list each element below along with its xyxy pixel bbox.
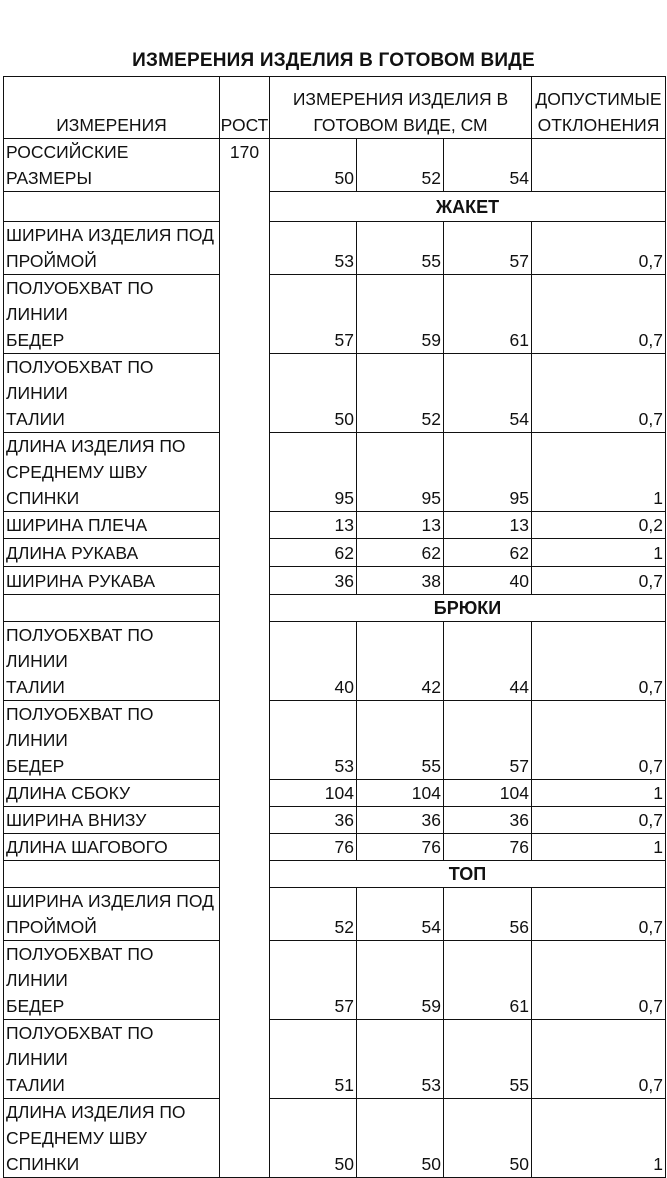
measurement-name [4, 539, 220, 567]
table-row [4, 433, 666, 512]
measurement-value: 50 [444, 1099, 532, 1178]
measurement-name-line: ШИРИНА ИЗДЕЛИЯ ПОД [6, 225, 214, 245]
measurement-value: 44 [444, 622, 532, 701]
measurement-name-line: ПРОЙМОЙ [6, 251, 97, 271]
measurement-name-line: БЕДЕР [6, 330, 65, 350]
measurement-value: 104 [270, 780, 357, 807]
measurement-name-line: ПОЛУОБХВАТ ПО ЛИНИИ [6, 704, 154, 750]
table-row [4, 512, 666, 539]
measurement-name [4, 834, 220, 861]
empty-cell [532, 139, 666, 192]
measurements-table [3, 76, 666, 1178]
table-row [4, 567, 666, 595]
header-sizes-line: ИЗМЕРЕНИЯ ИЗДЕЛИЯ В [292, 89, 509, 109]
measurement-value: 57 [270, 941, 357, 1020]
measurement-value: 51 [270, 1020, 357, 1099]
header-tolerance-line: ОТКЛОНЕНИЯ [537, 115, 660, 135]
measurement-name-line: ДЛИНА ШАГОВОГО [6, 837, 168, 857]
measurement-value: 62 [444, 539, 532, 567]
tolerance-value: 1 [532, 834, 666, 861]
measurement-name [4, 433, 220, 512]
tolerance-value: 0,7 [532, 222, 666, 275]
measurement-name-line: ТАЛИИ [6, 677, 65, 697]
measurement-name-line: ШИРИНА ПЛЕЧА [6, 515, 148, 535]
table-row [4, 354, 666, 433]
header-row [4, 77, 666, 139]
measurement-name-line: БЕДЕР [6, 996, 65, 1016]
measurement-name-line: ПОЛУОБХВАТ ПО ЛИНИИ [6, 944, 154, 990]
measurement-name-line: ДЛИНА ИЗДЕЛИЯ ПО [6, 1102, 186, 1122]
measurement-value: 61 [444, 275, 532, 354]
table-row [4, 780, 666, 807]
measurement-value: 59 [357, 275, 444, 354]
section-header-row [4, 861, 666, 888]
size-value: 52 [357, 139, 444, 192]
section-title: ЖАКЕТ [270, 192, 666, 222]
measurement-name-line: СРЕДНЕМУ ШВУ [6, 462, 147, 482]
measurement-value: 50 [357, 1099, 444, 1178]
section-title: БРЮКИ [270, 595, 666, 622]
table-row [4, 222, 666, 275]
tolerance-value: 1 [532, 780, 666, 807]
measurement-value: 57 [270, 275, 357, 354]
tolerance-value: 0,7 [532, 701, 666, 780]
tolerance-value: 0,7 [532, 1020, 666, 1099]
header-tolerance-line: ДОПУСТИМЫЕ [535, 89, 662, 109]
measurement-name-line: ПОЛУОБХВАТ ПО ЛИНИИ [6, 1023, 154, 1069]
measurement-value: 36 [270, 567, 357, 595]
measurement-value: 52 [357, 354, 444, 433]
table-row [4, 701, 666, 780]
section-title: ТОП [270, 861, 666, 888]
measurement-value: 55 [444, 1020, 532, 1099]
table-row [4, 888, 666, 941]
sizes-row [4, 139, 666, 192]
header-tolerance [532, 77, 666, 139]
section-header-row [4, 595, 666, 622]
measurement-value: 76 [270, 834, 357, 861]
measurement-value: 55 [357, 701, 444, 780]
measurement-name-line: БЕДЕР [6, 756, 65, 776]
tolerance-value: 1 [532, 539, 666, 567]
measurement-name-line: ТАЛИИ [6, 409, 65, 429]
table-row [4, 1020, 666, 1099]
tolerance-value: 0,2 [532, 512, 666, 539]
measurement-value: 104 [357, 780, 444, 807]
measurement-name-line: ШИРИНА РУКАВА [6, 571, 156, 591]
measurement-value: 36 [270, 807, 357, 834]
section-header-row [4, 192, 666, 222]
table-row [4, 539, 666, 567]
measurement-value: 53 [270, 222, 357, 275]
table-row [4, 807, 666, 834]
table-row [4, 622, 666, 701]
table-row [4, 1099, 666, 1178]
tolerance-value: 0,7 [532, 888, 666, 941]
page-title: ИЗМЕРЕНИЯ ИЗДЕЛИЯ В ГОТОВОМ ВИДЕ [132, 50, 535, 71]
table-row [4, 941, 666, 1020]
measurement-value: 52 [270, 888, 357, 941]
measurement-value: 42 [357, 622, 444, 701]
measurement-name-line: ТАЛИИ [6, 1075, 65, 1095]
table-row [4, 275, 666, 354]
measurement-name-line: СРЕДНЕМУ ШВУ [6, 1128, 147, 1148]
measurement-value: 53 [270, 701, 357, 780]
measurement-value: 50 [270, 354, 357, 433]
tolerance-value: 1 [532, 1099, 666, 1178]
measurement-name-line: ДЛИНА РУКАВА [6, 543, 139, 563]
measurement-value: 50 [270, 1099, 357, 1178]
measurement-value: 95 [357, 433, 444, 512]
rost-value: 170 [220, 139, 270, 1178]
measurement-value: 54 [444, 354, 532, 433]
table-row [4, 834, 666, 861]
measurement-value: 76 [357, 834, 444, 861]
measurement-value: 55 [357, 222, 444, 275]
measurement-value: 59 [357, 941, 444, 1020]
measurement-name [4, 512, 220, 539]
tolerance-value: 1 [532, 433, 666, 512]
measurement-value: 13 [270, 512, 357, 539]
measurement-name-line: ПОЛУОБХВАТ ПО ЛИНИИ [6, 278, 154, 324]
measurement-name [4, 1099, 220, 1178]
measurement-value: 61 [444, 941, 532, 1020]
measurement-value: 38 [357, 567, 444, 595]
measurement-value: 53 [357, 1020, 444, 1099]
sizes-row-label: РОССИЙСКИЕ РАЗМЕРЫ [4, 139, 220, 192]
tolerance-value: 0,7 [532, 354, 666, 433]
measurement-name [4, 567, 220, 595]
measurement-name [4, 701, 220, 780]
header-rost: РОСТ [220, 77, 270, 139]
measurement-value: 57 [444, 701, 532, 780]
size-value: 50 [270, 139, 357, 192]
measurement-value: 13 [357, 512, 444, 539]
measurement-name [4, 1020, 220, 1099]
measurement-name-line: СПИНКИ [6, 1154, 80, 1174]
measurement-value: 57 [444, 222, 532, 275]
tolerance-value: 0,7 [532, 807, 666, 834]
measurement-name [4, 807, 220, 834]
tolerance-value: 0,7 [532, 622, 666, 701]
measurement-name [4, 622, 220, 701]
measurement-name-line: ДЛИНА СБОКУ [6, 783, 131, 803]
measurement-value: 54 [357, 888, 444, 941]
header-sizes [270, 77, 532, 139]
measurement-value: 36 [444, 807, 532, 834]
measurement-name [4, 354, 220, 433]
table-body [4, 77, 666, 1178]
measurement-name [4, 275, 220, 354]
measurement-value: 13 [444, 512, 532, 539]
measurement-name [4, 888, 220, 941]
measurement-value: 95 [444, 433, 532, 512]
empty-cell [4, 861, 220, 888]
empty-cell [4, 192, 220, 222]
measurement-value: 62 [357, 539, 444, 567]
tolerance-value: 0,7 [532, 275, 666, 354]
measurement-name [4, 780, 220, 807]
measurement-value: 104 [444, 780, 532, 807]
measurement-value: 40 [444, 567, 532, 595]
measurement-name-line: ПОЛУОБХВАТ ПО ЛИНИИ [6, 625, 154, 671]
tolerance-value: 0,7 [532, 567, 666, 595]
measurement-value: 40 [270, 622, 357, 701]
measurement-name-line: ДЛИНА ИЗДЕЛИЯ ПО [6, 436, 186, 456]
measurement-value: 56 [444, 888, 532, 941]
measurement-value: 36 [357, 807, 444, 834]
measurement-value: 95 [270, 433, 357, 512]
empty-cell [4, 595, 220, 622]
measurement-name-line: ШИРИНА ВНИЗУ [6, 810, 147, 830]
measurement-name-line: ШИРИНА ИЗДЕЛИЯ ПОД [6, 891, 214, 911]
measurement-name-line: ПРОЙМОЙ [6, 917, 97, 937]
header-measurements: ИЗМЕРЕНИЯ [4, 77, 220, 139]
measurement-value: 62 [270, 539, 357, 567]
measurement-name [4, 222, 220, 275]
measurement-name-line: ПОЛУОБХВАТ ПО ЛИНИИ [6, 357, 154, 403]
tolerance-value: 0,7 [532, 941, 666, 1020]
size-value: 54 [444, 139, 532, 192]
measurement-name [4, 941, 220, 1020]
measurement-name-line: СПИНКИ [6, 488, 80, 508]
measurement-value: 76 [444, 834, 532, 861]
header-sizes-line: ГОТОВОМ ВИДЕ, СМ [313, 115, 488, 135]
